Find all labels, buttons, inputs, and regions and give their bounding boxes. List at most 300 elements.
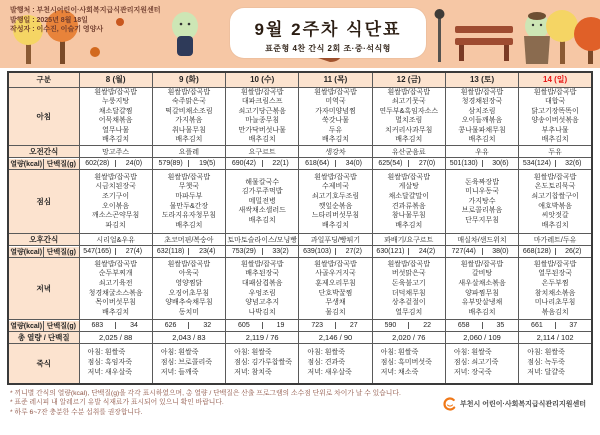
protein-value: 27(0) [408, 160, 445, 167]
menu-item: 가지볶음 [175, 117, 203, 125]
menu-item: 오징어초무침 [168, 289, 210, 297]
morning_snack-label: 오전간식 [8, 146, 79, 158]
energy-label: 열량(kcal) [10, 160, 43, 168]
menu-item: 배추김치 [321, 221, 350, 229]
porridge-item: 아침: 흰쌀죽 [527, 349, 565, 357]
energy-protein-label [8, 158, 79, 170]
menu-item: 양파찜무침 [465, 289, 499, 297]
porridge-item: 점심: 녹두죽 [527, 359, 565, 367]
porridge-label: 죽식 [8, 344, 79, 384]
porridge-item: 아침: 흰쌀죽 [453, 349, 492, 357]
menu-item: 배추김치 [248, 216, 276, 224]
menu-item: 대패삼겹볶음 [241, 279, 283, 287]
energy3-cell [519, 320, 592, 332]
protein-value: 24(2) [408, 248, 445, 255]
menu-item: 숙주맑은국 [172, 98, 206, 106]
breakfast-cell [152, 87, 225, 146]
menu-item: 가자미양념찜 [315, 107, 356, 115]
tree-icon [574, 17, 600, 64]
protein-value: 38(0) [482, 248, 519, 255]
menu-item: 쇠고기찹쌀구이 [531, 192, 579, 200]
menu-item: 청경채굴소스볶음 [88, 289, 143, 297]
breakfast-cell [299, 87, 372, 146]
energy-label: 열량(kcal) [10, 322, 43, 330]
energy1-cell [372, 158, 445, 170]
menu-item: 아욱국 [178, 270, 200, 278]
dinner-cell [519, 258, 592, 320]
menu-item: 흰쌀밥/잡곡밥 [167, 88, 211, 96]
energy-value: 639(103) [303, 248, 332, 256]
menu-item: 열무나물 [102, 126, 130, 134]
morning_snack-cell: 유산균음료 [372, 146, 445, 158]
protein-value: 22 [408, 322, 445, 329]
dinner-cell [445, 258, 518, 320]
energy-value: 668(128) [522, 248, 551, 256]
energy1-cell [445, 158, 518, 170]
dinner-cell [79, 258, 152, 320]
lunch-cell [519, 170, 592, 234]
menu-item: 쑥갓나물 [321, 117, 350, 125]
energy-protein-label [8, 320, 79, 332]
dinner-cell [372, 258, 445, 320]
leaf-icon [90, 47, 100, 57]
publication-info [10, 6, 161, 35]
energy2-cell [152, 246, 225, 258]
menu-item: 돈육불고기 [391, 279, 426, 287]
porridge-cell [519, 344, 592, 384]
menu-item: 배추김치 [321, 136, 350, 144]
menu-item: 돈육짜장밥 [465, 178, 499, 186]
energy2-cell [299, 246, 372, 258]
energy3-cell [445, 320, 518, 332]
menu-item: 흰쌀밥/잡곡밥 [314, 173, 357, 181]
menu-item: 동치미 [178, 308, 200, 316]
lamp-icon [435, 9, 445, 62]
protein-value: 35 [482, 322, 519, 329]
energy-value: 723 [311, 322, 323, 330]
total-label: 총 열량 / 단백질 [8, 332, 79, 344]
protein-value: 27 [335, 322, 372, 329]
porridge-cell [226, 344, 299, 384]
menu-item: 대파크림스프 [241, 98, 283, 106]
porridge-item: 아침: 흰쌀죽 [307, 349, 346, 357]
porridge-item: 점심: 흑임자죽 [87, 359, 132, 367]
menu-item: 훈제오리무침 [315, 279, 356, 287]
menu-item: 흰쌀밥/잡곡밥 [240, 88, 284, 96]
menu-item: 온도토리묵국 [534, 183, 576, 191]
menu-item: 배추김치 [175, 221, 203, 229]
menu-item: 흰쌀밥/잡곡밥 [387, 88, 431, 96]
afternoon_snack-cell: 초코머핀/복숭아 [152, 234, 225, 246]
menu-item: 양념고추지 [245, 299, 280, 307]
protein-value: 30(6) [482, 160, 519, 167]
protein-label: 단백질(g) [43, 321, 78, 331]
energy3-cell [226, 320, 299, 332]
page-subtitle: 표준형 4찬 간식 2회 조·중·석식형 [265, 44, 391, 53]
energy2-cell [372, 246, 445, 258]
menu-item: 깻잎순볶음 [318, 202, 353, 210]
menu-item: 갈비탕 [471, 270, 493, 278]
protein-value: 27(4) [115, 248, 152, 255]
menu-item: 떡갈비채소조림 [165, 107, 213, 115]
menu-item: 쇠고기호두조림 [311, 192, 360, 200]
menu-item: 우엉조림 [248, 289, 276, 297]
energy-value: 658 [457, 322, 470, 330]
afternoon_snack-cell: 토마토슬라이스/모닝빵 [226, 234, 299, 246]
menu-item: 유부맛살냉채 [461, 299, 503, 307]
menu-item: 마파두부 [175, 192, 203, 200]
menu-item: 수제비국 [321, 183, 350, 191]
menu-item: 채소달걀말이 [388, 192, 430, 200]
total-cell: 2,146 / 90 [299, 332, 372, 344]
protein-value: 26(2) [555, 248, 591, 255]
porridge-cell [79, 344, 152, 384]
menu-item: 미나리초무침 [534, 299, 576, 307]
menu-item: 마늘종무침 [245, 117, 280, 125]
menu-item: 배추김치 [102, 136, 130, 144]
menu-item: 배추김치 [541, 136, 569, 144]
porridge-item: 저녁: 새우살죽 [87, 369, 132, 377]
energy-value: 590 [384, 322, 397, 330]
energy3-cell [152, 320, 225, 332]
menu-item: 흰쌀밥/잡곡밥 [460, 88, 504, 96]
menu-item: 오이들깨볶음 [461, 117, 503, 125]
menu-item: 흰쌀밥/잡곡밥 [94, 173, 137, 181]
protein-label: 단백질(g) [43, 159, 78, 169]
menu-item: 흰쌀밥/잡곡밥 [314, 88, 357, 96]
menu-item: 견과류볶음 [391, 202, 426, 210]
energy3-cell [79, 320, 152, 332]
protein-value: 34 [115, 322, 152, 329]
menu-item: 만가닥버섯나물 [238, 126, 286, 134]
center-logo [443, 397, 586, 411]
menu-item: 흰쌀밥/잡곡밥 [387, 173, 431, 181]
menu-item: 연두부&흑임자소스 [379, 107, 439, 115]
energy-value: 625(54) [378, 160, 403, 168]
breakfast-cell [372, 87, 445, 146]
energy-label: 열량(kcal) [10, 248, 43, 256]
menu-item: 김가루주먹밥 [241, 188, 283, 196]
dinner-label: 저녁 [8, 258, 79, 320]
energy-value: 605 [238, 322, 250, 330]
menu-item: 무생채 [325, 299, 346, 307]
porridge-item: 아침: 흰쌀죽 [160, 349, 199, 357]
menu-item: 양송이버섯볶음 [531, 117, 579, 125]
lunch-cell [152, 170, 225, 234]
energy1-cell [299, 158, 372, 170]
menu-item: 쇠고기뭇국 [391, 98, 426, 106]
energy-value: 626 [164, 322, 177, 330]
porridge-item: 저녁: 장국죽 [453, 369, 492, 377]
tree-icon [546, 10, 578, 64]
energy-value: 579(89) [158, 160, 183, 168]
menu-item: 느타리버섯무침 [311, 212, 360, 220]
menu-item: 나박김치 [248, 308, 276, 316]
porridge-item: 점심: 견과죽 [307, 359, 346, 367]
menu-item: 배추김치 [395, 221, 423, 229]
energy-value: 753(29) [231, 248, 256, 256]
menu-item: 미니우동국 [465, 188, 499, 196]
menu-item: 가지탕수 [468, 197, 496, 205]
menu-item: 흰쌀밥/잡곡밥 [240, 260, 284, 268]
menu-item: 더덕채무침 [391, 289, 426, 297]
menu-item: 상추겉절이 [391, 299, 426, 307]
menu-item: 목이버섯무침 [95, 299, 136, 307]
lunch-cell [226, 170, 299, 234]
energy1-cell [79, 158, 152, 170]
energy2-cell [79, 246, 152, 258]
menu-item: 게살탕 [398, 183, 419, 191]
energy2-cell [445, 246, 518, 258]
total-cell: 2,020 / 76 [372, 332, 445, 344]
porridge-item: 아침: 흰쌀죽 [234, 349, 272, 357]
menu-item: 흰쌀밥/잡곡밥 [94, 260, 137, 268]
menu-item: 무챗국 [178, 183, 200, 191]
total-cell: 2,043 / 83 [152, 332, 225, 344]
energy3-cell [372, 320, 445, 332]
menu-item: 참나물무침 [391, 212, 426, 220]
menu-item: 부추나물 [541, 126, 569, 134]
footnotes [10, 389, 401, 418]
protein-value: 32 [188, 322, 225, 329]
menu-item: 깨소스곤약무침 [91, 212, 140, 220]
energy-value: 501(130) [449, 160, 478, 168]
energy1-cell [226, 158, 299, 170]
menu-item: 치커리사과무침 [385, 126, 433, 134]
total-cell: 2,114 / 102 [519, 332, 592, 344]
menu-item: 미역국 [325, 98, 346, 106]
mascot-icon [524, 12, 550, 64]
menu-item: 흰쌀밥/잡곡밥 [94, 88, 137, 96]
menu-item: 도라지유자청무침 [161, 212, 216, 220]
menu-item: 배추김치 [541, 221, 569, 229]
porridge-item: 저녁: 채소죽 [380, 369, 419, 377]
menu-item: 순두부찌개 [98, 270, 133, 278]
total-cell: 2,025 / 88 [79, 332, 152, 344]
energy3-cell [299, 320, 372, 332]
banner [0, 0, 600, 68]
porridge-item: 저녁: 들깨죽 [160, 369, 199, 377]
porridge-cell [372, 344, 445, 384]
porridge-item: 점심: 흑미버섯죽 [380, 359, 432, 367]
menu-item: 채소달걀찜 [98, 107, 133, 115]
energy-value: 632(118) [156, 248, 185, 256]
energy-value: 727(44) [451, 248, 476, 256]
porridge-item: 아침: 흰쌀죽 [87, 349, 126, 357]
day-header: 14 (일) [519, 72, 592, 87]
menu-item: 양배추숙채무침 [165, 299, 213, 307]
afternoon_snack-cell: 과일푸딩/빵튀기 [299, 234, 372, 246]
menu-item: 어묵채볶음 [98, 117, 133, 125]
energy1-cell [152, 158, 225, 170]
energy-value: 683 [91, 322, 104, 330]
menu-item: 오이볶음 [102, 202, 130, 210]
day-header: 9 (화) [152, 72, 225, 87]
menu-item: 배추김치 [468, 308, 496, 316]
mascot-icon [172, 12, 198, 56]
menu-item: 취나물무침 [172, 126, 206, 134]
day-header: 10 (수) [226, 72, 299, 87]
porridge-item: 저녁: 달걀죽 [527, 369, 565, 377]
energy-value: 547(165) [83, 248, 112, 256]
protein-value: 19(5) [188, 160, 225, 167]
logo-icon [443, 397, 457, 411]
menu-item: 사골우거지국 [315, 270, 356, 278]
menu-item: 누룽지탕 [102, 98, 130, 106]
footnote-line: * 하루 6~7잔 충분한 수분 섭취를 권장합니다. [10, 408, 143, 416]
menu-item: 볶음김치 [541, 308, 569, 316]
day-header: 8 (월) [79, 72, 152, 87]
menu-item: 메밀전병 [248, 197, 276, 205]
menu-table [7, 71, 593, 385]
page-title: 9월 2주차 식단표 [254, 20, 402, 39]
breakfast-label: 아침 [8, 87, 79, 146]
menu-item: 열무김치 [395, 308, 423, 316]
afternoon_snack-cell: 매실차/샌드위치 [445, 234, 518, 246]
menu-item: 흰쌀밥/잡곡밥 [314, 260, 357, 268]
menu-item: 물김치 [325, 308, 346, 316]
menu-item: 흰쌀밥/잡곡밥 [533, 173, 577, 181]
protein-value: 32(6) [555, 160, 591, 167]
menu-item: 흰쌀밥/잡곡밥 [167, 173, 211, 181]
energy1-cell [519, 158, 592, 170]
menu-item: 대합국 [544, 98, 566, 106]
lunch-cell [445, 170, 518, 234]
menu-item: 배추김치 [102, 308, 130, 316]
porridge-item: 점심: 브로콜리죽 [160, 359, 213, 367]
porridge-cell [152, 344, 225, 384]
morning_snack-cell: 요플레 [152, 146, 225, 158]
afternoon_snack-cell: 꽈배기/요구르트 [372, 234, 445, 246]
afternoon_snack-cell: 마가레트/두유 [519, 234, 592, 246]
menu-item: 삼치조림 [468, 107, 496, 115]
lunch-cell [79, 170, 152, 234]
morning_snack-cell: 요구르트 [226, 146, 299, 158]
afternoon_snack-label: 오후간식 [8, 234, 79, 246]
menu-item: 쇠고기당근볶음 [238, 107, 286, 115]
morning_snack-cell: 두유 [519, 146, 592, 158]
footer [0, 385, 600, 435]
breakfast-cell [79, 87, 152, 146]
porridge-item: 저녁: 새우살죽 [307, 369, 352, 377]
morning_snack-cell: 망고주스 [79, 146, 152, 158]
menu-item: 온두부찜 [541, 279, 569, 287]
energy-value: 630(121) [376, 248, 405, 256]
menu-item: 시금치된장국 [95, 183, 136, 191]
protein-value: 19 [262, 322, 299, 329]
protein-value: 23(4) [188, 248, 225, 255]
day-header: 13 (토) [445, 72, 518, 87]
porridge-item: 점심: 쇠고기죽 [453, 359, 499, 367]
lunch-cell [372, 170, 445, 234]
menu-item: 단호박꿀찜 [318, 289, 353, 297]
menu-item: 흰쌀밥/잡곡밥 [387, 260, 431, 268]
menu-item: 흰쌀밥/잡곡밥 [460, 260, 504, 268]
menu-item: 해물칼국수 [245, 178, 280, 186]
publish-date-line: 발행일 : 2025년 8월 18일 [10, 16, 88, 24]
energy-value: 690(42) [231, 160, 256, 168]
porridge-item: 점심: 김가루찹쌀죽 [234, 359, 293, 367]
energy-value: 661 [531, 322, 543, 330]
energy-value: 602(28) [85, 160, 110, 168]
day-header: 12 (금) [372, 72, 445, 87]
energy-value: 618(64) [305, 160, 330, 168]
menu-item: 흰쌀밥/잡곡밥 [533, 260, 577, 268]
energy2-cell [226, 246, 299, 258]
menu-item: 배추김치 [175, 136, 203, 144]
menu-item: 두유 [328, 126, 343, 134]
menu-item: 조기구이 [102, 192, 130, 200]
morning_snack-cell: 우유 [445, 146, 518, 158]
energy2-cell [519, 246, 592, 258]
menu-item: 배추김치 [248, 136, 276, 144]
menu-item: 버섯맑은국 [391, 270, 426, 278]
footnote-line: * 표준 레시피 내 알레르기 유발 식재료가 표시되어 있으니 확인 바랍니다. [10, 399, 224, 407]
day-header: 11 (목) [299, 72, 372, 87]
breakfast-cell [519, 87, 592, 146]
menu-item: 흰쌀밥/잡곡밥 [167, 260, 211, 268]
title-box [230, 8, 426, 58]
energy-value: 534(124) [522, 160, 551, 168]
menu-item: 파김치 [105, 221, 126, 229]
breakfast-cell [445, 87, 518, 146]
bench-icon [455, 26, 513, 61]
menu-item: 닭고기장똑똑이 [531, 107, 579, 115]
menu-item: 애호박볶음 [538, 202, 572, 210]
protein-value: 37 [555, 322, 591, 329]
porridge-cell [299, 344, 372, 384]
menu-item: 배추김치 [468, 136, 496, 144]
menu-item: 청경채된장국 [461, 98, 503, 106]
morning_snack-cell: 생강차 [299, 146, 372, 158]
afternoon_snack-cell: 시리얼&우유 [79, 234, 152, 246]
publisher-line: 발행처 : 부천시어린이·사회복지급식관리지원센터 [10, 7, 161, 14]
footnote-line: * 끼니별 간식의 열량(kcal), 단백질(g)을 각각 표시하였으며, 총 열량 / 단백질은 산출 프로그램의 소수점 단위로 차이가 날 수 있습니다. [10, 389, 401, 397]
menu-item: 열무된장국 [538, 270, 572, 278]
energy-protein-label [8, 246, 79, 258]
menu-item: 배추김치 [395, 136, 423, 144]
menu-item: 콩나물파채무침 [458, 126, 506, 134]
menu-item: 물만두&간장 [169, 202, 209, 210]
menu-item: 영양찜닭 [175, 279, 203, 287]
menu-item: 흰쌀밥/잡곡밥 [533, 88, 577, 96]
menu-item: 새싹채소샐러드 [238, 207, 286, 215]
lunch-cell [299, 170, 372, 234]
total-cell: 2,119 / 76 [226, 332, 299, 344]
porridge-cell [445, 344, 518, 384]
menu-item: 브로콜리볶음 [461, 207, 503, 215]
menu-item: 단무지무침 [465, 216, 499, 224]
protein-value: 34(0) [335, 160, 372, 167]
total-cell: 2,060 / 109 [445, 332, 518, 344]
porridge-item: 아침: 흰쌀죽 [380, 349, 419, 357]
dinner-cell [299, 258, 372, 320]
menu-item: 멸치조림 [395, 117, 423, 125]
menu-item: 참치채소볶음 [534, 289, 576, 297]
menu-item: 배추된장국 [245, 270, 280, 278]
breakfast-cell [226, 87, 299, 146]
lunch-label: 점심 [8, 170, 79, 234]
dinner-cell [226, 258, 299, 320]
menu-item: 새우살채소볶음 [458, 279, 506, 287]
logo-text: 부천시 어린이·사회복지급식관리지원센터 [460, 400, 586, 408]
protein-value: 22(1) [262, 160, 299, 167]
dinner-cell [152, 258, 225, 320]
author-line: 작성자 : 이수진, 이슬기 영양사 [10, 26, 104, 33]
porridge-item: 저녁: 참치죽 [234, 369, 272, 377]
corner-label: 구분 [8, 72, 79, 87]
protein-value: 24(0) [115, 160, 152, 167]
